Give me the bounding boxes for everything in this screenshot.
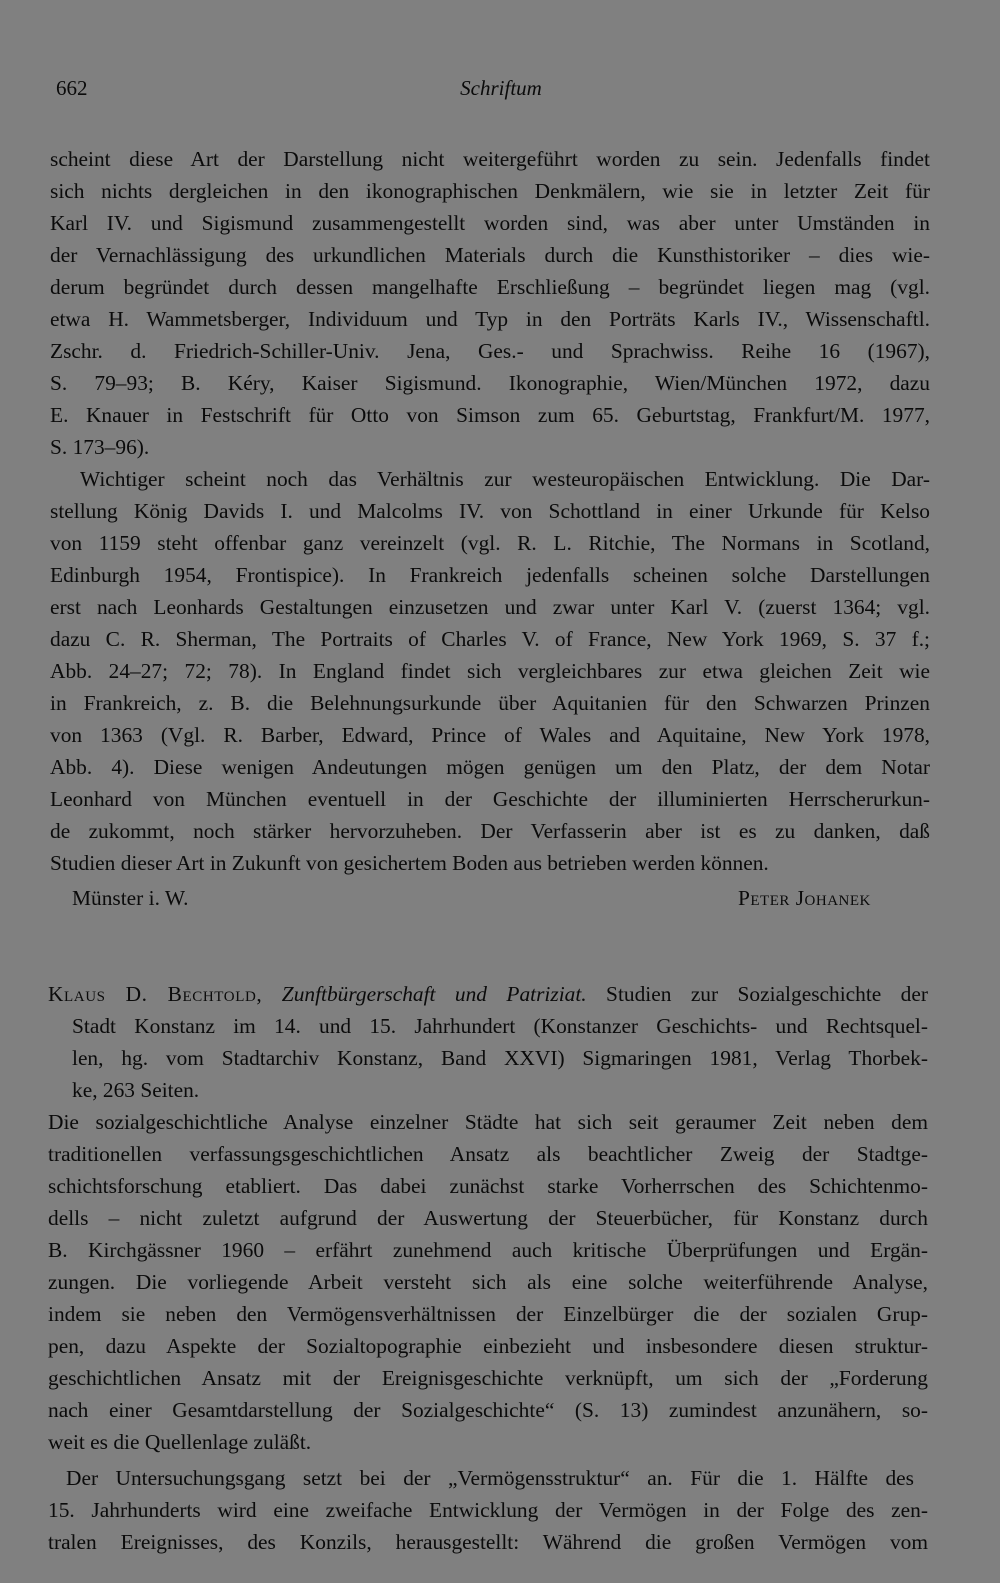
text-line: S. 173–96). bbox=[50, 435, 150, 459]
text-line: Zschr. d. Friedrich-Schiller-Univ. Jena, Ges.- und Sprachwiss. Reihe 16 (1967), bbox=[50, 339, 930, 363]
text-line: derum begründet durch dessen mangelhafte Erschließung – begründet liegen mag (vgl. bbox=[50, 275, 930, 299]
text-line: S. 79–93; B. Kéry, Kaiser Sigismund. Ikonographie, Wien/München 1972, dazu bbox=[50, 371, 930, 395]
signature-place: Münster i. W. bbox=[72, 886, 189, 910]
text-line: geschichtlichen Ansatz mit der Ereignisgeschichte verknüpft, um sich der „Forderung bbox=[48, 1366, 928, 1390]
text-line: in Frankreich, z. B. die Belehnungsurkunde über Aquitanien für den Schwarzen Prinzen bbox=[50, 691, 930, 715]
text-line: Abb. 24–27; 72; 78). In England findet sich vergleichbares zur etwa gleichen Zeit wie bbox=[50, 659, 930, 683]
text-line: 15. Jahrhunderts wird eine zweifache Entwicklung der Vermögen in der Folge des zen- bbox=[48, 1498, 928, 1522]
text-line: tralen Ereignisses, des Konzils, herausgestellt: Während die großen Vermögen vom bbox=[48, 1530, 928, 1554]
page-number: 662 bbox=[56, 76, 88, 100]
text-line: von 1159 steht offenbar ganz vereinzelt (vgl. R. L. Ritchie, The Normans in Scotland, bbox=[50, 531, 930, 555]
text-line: scheint diese Art der Darstellung nicht weitergeführt worden zu sein. Jedenfalls findet bbox=[50, 147, 930, 171]
text-line: Edinburgh 1954, Frontispice). In Frankreich jedenfalls scheinen solche Darstellungen bbox=[50, 563, 930, 587]
text-line: der Vernachlässigung des urkundlichen Materials durch die Kunsthistoriker – dies wie- bbox=[50, 243, 930, 267]
text-line: dells – nicht zuletzt aufgrund der Auswertung der Steuerbücher, für Konstanz durch bbox=[48, 1206, 928, 1230]
text-line: sich nichts dergleichen in den ikonographischen Denkmälern, wie sie in letzter Zeit für bbox=[50, 179, 930, 203]
review-subtitle: Studien zur Sozialgeschichte der bbox=[606, 982, 928, 1006]
text-line: Leonhard von München eventuell in der Geschichte der illuminierten Herrscherurkun- bbox=[50, 787, 930, 811]
text-line: schichtsforschung etabliert. Das dabei zunächst starke Vorherrschen des Schichtenmo- bbox=[48, 1174, 928, 1198]
review-author: Klaus D. Bechtold, bbox=[48, 982, 263, 1006]
running-title: Schriftum bbox=[460, 76, 542, 100]
review-heading-first-line bbox=[48, 978, 928, 1010]
text-line: nach einer Gesamtdarstellung der Sozialgeschichte“ (S. 13) zumindest anzunähern, so- bbox=[48, 1398, 928, 1422]
text-line: B. Kirchgässner 1960 – erfährt zunehmend auch kritische Überprüfungen und Ergän- bbox=[48, 1238, 928, 1262]
text-line: etwa H. Wammetsberger, Individuum und Typ in den Porträts Karls IV., Wissenschaftl. bbox=[50, 307, 930, 331]
text-line: stellung König Davids I. und Malcolms IV. von Schottland in einer Urkunde für Kelso bbox=[50, 499, 930, 523]
text-line: Abb. 4). Diese wenigen Andeutungen mögen genügen um den Platz, der dem Notar bbox=[50, 755, 930, 779]
text-line: traditionellen verfassungsgeschichtlichen Ansatz als beachtlicher Zweig der Stadtge- bbox=[48, 1142, 928, 1166]
text-line: von 1363 (Vgl. R. Barber, Edward, Prince of Wales and Aquitaine, New York 1978, bbox=[50, 723, 930, 747]
signature-author: Peter Johanek bbox=[738, 886, 871, 910]
text-line: indem sie neben den Vermögensverhältnissen der Einzelbürger die der sozialen Grup- bbox=[48, 1302, 928, 1326]
text-line: zungen. Die vorliegende Arbeit versteht sich als eine solche weiterführende Analyse, bbox=[48, 1270, 928, 1294]
text-line: dazu C. R. Sherman, The Portraits of Charles V. of France, New York 1969, S. 37 f.; bbox=[50, 627, 930, 651]
review-heading-line: Stadt Konstanz im 14. und 15. Jahrhundert (Konstanzer Geschichts- und Rechtsquel- bbox=[72, 1014, 928, 1038]
text-line: de zukommt, noch stärker hervorzuheben. Der Verfasserin aber ist es zu danken, daß bbox=[50, 819, 930, 843]
text-line: Wichtiger scheint noch das Verhältnis zur westeuropäischen Entwicklung. Die Dar- bbox=[80, 467, 930, 491]
text-line: erst nach Leonhards Gestaltungen einzusetzen und zwar unter Karl V. (zuerst 1364; vgl. bbox=[50, 595, 930, 619]
text-line: E. Knauer in Festschrift für Otto von Simson zum 65. Geburtstag, Frankfurt/M. 1977, bbox=[50, 403, 930, 427]
running-header bbox=[56, 76, 946, 106]
text-line: pen, dazu Aspekte der Sozialtopographie einbezieht und insbesondere diesen struktur- bbox=[48, 1334, 928, 1358]
review-book-title: Zunftbürgerschaft und Patriziat. bbox=[281, 982, 587, 1006]
text-line: Karl IV. und Sigismund zusammengestellt worden sind, was aber unter Umständen in bbox=[50, 211, 930, 235]
text-line: Studien dieser Art in Zukunft von gesichertem Boden aus betrieben werden können. bbox=[50, 851, 769, 875]
text-line: Der Untersuchungsgang setzt bei der „Vermögensstruktur“ an. Für die 1. Hälfte des bbox=[66, 1466, 914, 1490]
text-line: weit es die Quellenlage zuläßt. bbox=[48, 1430, 312, 1454]
text-line: Die sozialgeschichtliche Analyse einzelner Städte hat sich seit geraumer Zeit neben dem bbox=[48, 1110, 928, 1134]
review-heading-line: len, hg. vom Stadtarchiv Konstanz, Band XXVI) Sigmaringen 1981, Verlag Thorbek- bbox=[72, 1046, 928, 1070]
review-heading-line: ke, 263 Seiten. bbox=[72, 1078, 200, 1102]
